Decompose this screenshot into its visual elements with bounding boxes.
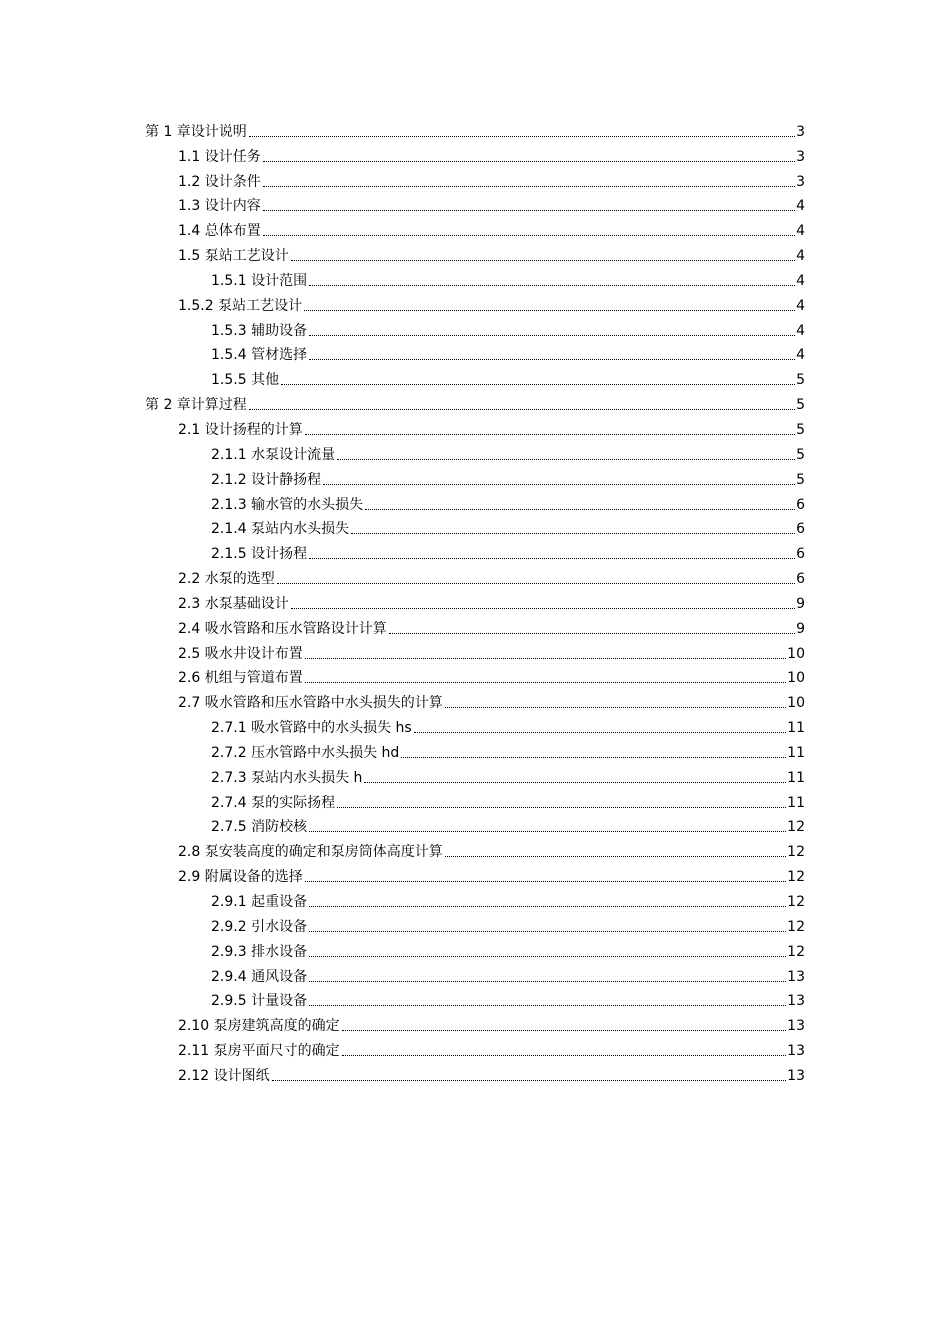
toc-dot-leader — [323, 484, 795, 485]
toc-dot-leader — [305, 682, 786, 683]
toc-entry-page-number: 11 — [787, 769, 805, 786]
toc-dot-leader — [342, 1030, 787, 1031]
toc-dot-leader — [401, 757, 786, 758]
toc-entry-page-number: 5 — [796, 397, 805, 414]
toc-entry[interactable] — [178, 664, 805, 689]
toc-dot-leader — [309, 285, 795, 286]
toc-entry-page-number: 9 — [796, 595, 805, 612]
toc-entry[interactable] — [211, 440, 805, 465]
toc-entry[interactable] — [211, 365, 805, 390]
toc-entry-title: 2.1.4 泵站内水头损失 — [211, 521, 350, 538]
toc-entry-page-number: 3 — [796, 173, 805, 190]
toc-dot-leader — [309, 981, 786, 982]
toc-dot-leader — [272, 1080, 787, 1081]
toc-entry[interactable] — [211, 515, 805, 540]
toc-entry-title: 1.5.3 辅助设备 — [211, 322, 308, 339]
toc-entry[interactable] — [178, 1061, 805, 1086]
toc-dot-leader — [364, 782, 786, 783]
toc-entry[interactable] — [178, 142, 805, 167]
toc-entry-title: 2.9.5 计量设备 — [211, 993, 308, 1010]
toc-dot-leader — [249, 136, 795, 137]
toc-entry-title: 2.1.3 输水管的水头损失 — [211, 496, 364, 513]
toc-entry[interactable] — [178, 564, 805, 589]
toc-entry-page-number: 13 — [787, 1043, 805, 1060]
toc-entry-title: 1.1 设计任务 — [178, 148, 261, 165]
toc-entry-title: 2.1.1 水泵设计流量 — [211, 446, 336, 463]
toc-entry-page-number: 4 — [796, 322, 805, 339]
toc-entry-title: 2.5 吸水井设计布置 — [178, 645, 303, 662]
toc-dot-leader — [414, 732, 786, 733]
toc-entry[interactable] — [211, 788, 805, 813]
toc-dot-leader — [337, 807, 786, 808]
toc-dot-leader — [281, 384, 795, 385]
toc-entry-title: 2.9.4 通风设备 — [211, 968, 308, 985]
toc-dot-leader — [365, 509, 795, 510]
toc-dot-leader — [309, 831, 786, 832]
toc-dot-leader — [305, 434, 795, 435]
toc-entry-title: 2.11 泵房平面尺寸的确定 — [178, 1043, 340, 1060]
toc-entry-page-number: 4 — [796, 347, 805, 364]
toc-entry[interactable] — [178, 216, 805, 241]
toc-entry-title: 2.4 吸水管路和压水管路设计计算 — [178, 620, 387, 637]
toc-entry-title: 2.2 水泵的选型 — [178, 571, 275, 588]
toc-entry[interactable] — [178, 688, 805, 713]
toc-entry-page-number: 12 — [787, 844, 805, 861]
toc-entry[interactable] — [178, 639, 805, 664]
toc-entry[interactable] — [178, 291, 805, 316]
toc-dot-leader — [309, 558, 795, 559]
toc-entry[interactable] — [211, 987, 805, 1012]
toc-entry[interactable] — [178, 1036, 805, 1061]
toc-entry-title: 1.5 泵站工艺设计 — [178, 248, 289, 265]
toc-entry-title: 2.9.1 起重设备 — [211, 894, 308, 910]
toc-entry-title: 第 1 章设计说明 — [145, 123, 247, 140]
toc-entry[interactable] — [178, 167, 805, 192]
toc-entry-title: 1.4 总体布置 — [178, 223, 261, 240]
toc-entry-page-number: 6 — [796, 571, 805, 588]
toc-entry[interactable] — [178, 837, 805, 862]
toc-entry[interactable] — [211, 962, 805, 987]
toc-entry-page-number: 12 — [787, 918, 805, 935]
toc-entry-title: 2.8 泵安装高度的确定和泵房筒体高度计算 — [178, 844, 443, 861]
toc-dot-leader — [304, 310, 795, 311]
toc-entry-page-number: 3 — [796, 148, 805, 165]
toc-entry-title: 1.5.1 设计范围 — [211, 272, 308, 289]
toc-entry-title: 2.7.5 消防校核 — [211, 819, 308, 836]
toc-entry-page-number: 4 — [796, 297, 805, 314]
toc-entry[interactable] — [211, 341, 805, 366]
toc-entry-title: 1.5.2 泵站工艺设计 — [178, 297, 303, 314]
toc-dot-leader — [263, 161, 795, 162]
toc-dot-leader — [445, 856, 786, 857]
toc-dot-leader — [351, 533, 795, 534]
toc-entry-page-number: 9 — [796, 620, 805, 637]
toc-entry-title: 2.9.3 排水设备 — [211, 943, 308, 960]
toc-dot-leader — [309, 956, 786, 957]
toc-entry[interactable] — [211, 937, 805, 962]
toc-dot-leader — [305, 658, 786, 659]
toc-entry[interactable] — [178, 241, 805, 266]
toc-entry[interactable] — [211, 316, 805, 341]
toc-entry-page-number: 5 — [796, 446, 805, 463]
toc-entry[interactable] — [145, 117, 805, 142]
toc-entry-page-number: 6 — [796, 521, 805, 538]
toc-entry-page-number: 12 — [787, 819, 805, 836]
toc-entry-page-number: 6 — [796, 546, 805, 563]
toc-dot-leader — [309, 931, 786, 932]
toc-entry-title: 1.2 设计条件 — [178, 173, 261, 190]
toc-entry[interactable] — [178, 614, 805, 639]
toc-dot-leader — [263, 186, 795, 187]
toc-entry-page-number: 3 — [796, 123, 805, 140]
toc-dot-leader — [309, 1005, 786, 1006]
toc-dot-leader — [305, 881, 786, 882]
toc-dot-leader — [389, 633, 795, 634]
toc-entry-title: 2.7.1 吸水管路中的水头损失 hs — [211, 720, 412, 737]
toc-entry[interactable] — [211, 465, 805, 490]
toc-entry[interactable] — [178, 1011, 805, 1036]
toc-entry-title: 1.5.4 管材选择 — [211, 347, 308, 364]
toc-entry-title: 2.9 附属设备的选择 — [178, 869, 303, 886]
toc-entry-title: 2.12 设计图纸 — [178, 1067, 270, 1084]
toc-entry-page-number: 10 — [787, 645, 805, 662]
toc-dot-leader — [263, 210, 795, 211]
toc-entry[interactable] — [211, 763, 805, 788]
toc-entry-title: 1.3 设计内容 — [178, 198, 261, 215]
toc-entry-title: 2.7.4 泵的实际扬程 — [211, 794, 336, 811]
toc-entry-title: 2.1 设计扬程的计算 — [178, 421, 303, 438]
toc-dot-leader — [277, 583, 795, 584]
toc-entry-title: 2.7.3 泵站内水头损失 h — [211, 769, 363, 786]
toc-entry-page-number: 13 — [787, 1018, 805, 1035]
table-of-contents — [0, 117, 950, 1086]
toc-entry-page-number: 12 — [787, 894, 805, 910]
toc-entry-page-number: 10 — [787, 670, 805, 687]
toc-entry-page-number: 12 — [787, 943, 805, 960]
toc-entry-title: 2.1.2 设计静扬程 — [211, 471, 322, 488]
toc-entry-title: 1.5.5 其他 — [211, 372, 280, 389]
toc-dot-leader — [309, 359, 795, 360]
toc-entry-title: 2.9.2 引水设备 — [211, 918, 308, 935]
toc-entry-page-number: 5 — [796, 471, 805, 488]
toc-entry-page-number: 6 — [796, 496, 805, 513]
toc-entry-page-number: 4 — [796, 223, 805, 240]
toc-entry[interactable] — [211, 713, 805, 738]
toc-dot-leader — [291, 260, 795, 261]
toc-entry[interactable] — [178, 192, 805, 217]
toc-dot-leader — [309, 335, 795, 336]
toc-entry[interactable] — [145, 390, 805, 415]
toc-entry-page-number: 13 — [787, 968, 805, 985]
toc-entry-page-number: 4 — [796, 248, 805, 265]
toc-entry[interactable] — [211, 266, 805, 291]
toc-entry-title: 2.7.2 压水管路中水头损失 hd — [211, 744, 400, 761]
toc-entry[interactable] — [211, 490, 805, 515]
toc-entry-page-number: 13 — [787, 1067, 805, 1084]
toc-entry[interactable] — [178, 862, 805, 887]
toc-entry-title: 第 2 章计算过程 — [145, 397, 247, 414]
toc-entry-page-number: 4 — [796, 198, 805, 215]
toc-entry-page-number: 11 — [787, 744, 805, 761]
toc-dot-leader — [309, 906, 786, 907]
toc-entry[interactable] — [211, 912, 805, 937]
toc-entry-title: 2.10 泵房建筑高度的确定 — [178, 1018, 340, 1035]
toc-entry-page-number: 4 — [796, 272, 805, 289]
toc-dot-leader — [342, 1055, 787, 1056]
toc-dot-leader — [445, 707, 786, 708]
toc-entry[interactable] — [211, 813, 805, 838]
toc-entry-title: 2.6 机组与管道布置 — [178, 670, 303, 687]
toc-entry-page-number: 5 — [796, 372, 805, 389]
toc-entry-title: 2.1.5 设计扬程 — [211, 546, 308, 563]
toc-entry[interactable] — [211, 539, 805, 564]
toc-entry-title: 2.3 水泵基础设计 — [178, 595, 289, 612]
toc-dot-leader — [291, 608, 795, 609]
toc-entry[interactable] — [178, 415, 805, 440]
toc-entry-page-number: 11 — [787, 720, 805, 737]
toc-dot-leader — [337, 459, 795, 460]
toc-dot-leader — [249, 409, 795, 410]
toc-dot-leader — [263, 235, 795, 236]
toc-entry-page-number: 13 — [787, 993, 805, 1010]
toc-entry-page-number: 12 — [787, 869, 805, 886]
toc-entry[interactable] — [178, 589, 805, 614]
toc-entry[interactable] — [211, 887, 805, 912]
toc-entry-title: 2.7 吸水管路和压水管路中水头损失的计算 — [178, 695, 443, 712]
toc-entry-page-number: 5 — [796, 421, 805, 438]
toc-entry-page-number: 10 — [787, 695, 805, 712]
toc-entry[interactable] — [211, 738, 805, 763]
toc-entry-page-number: 11 — [787, 794, 805, 811]
